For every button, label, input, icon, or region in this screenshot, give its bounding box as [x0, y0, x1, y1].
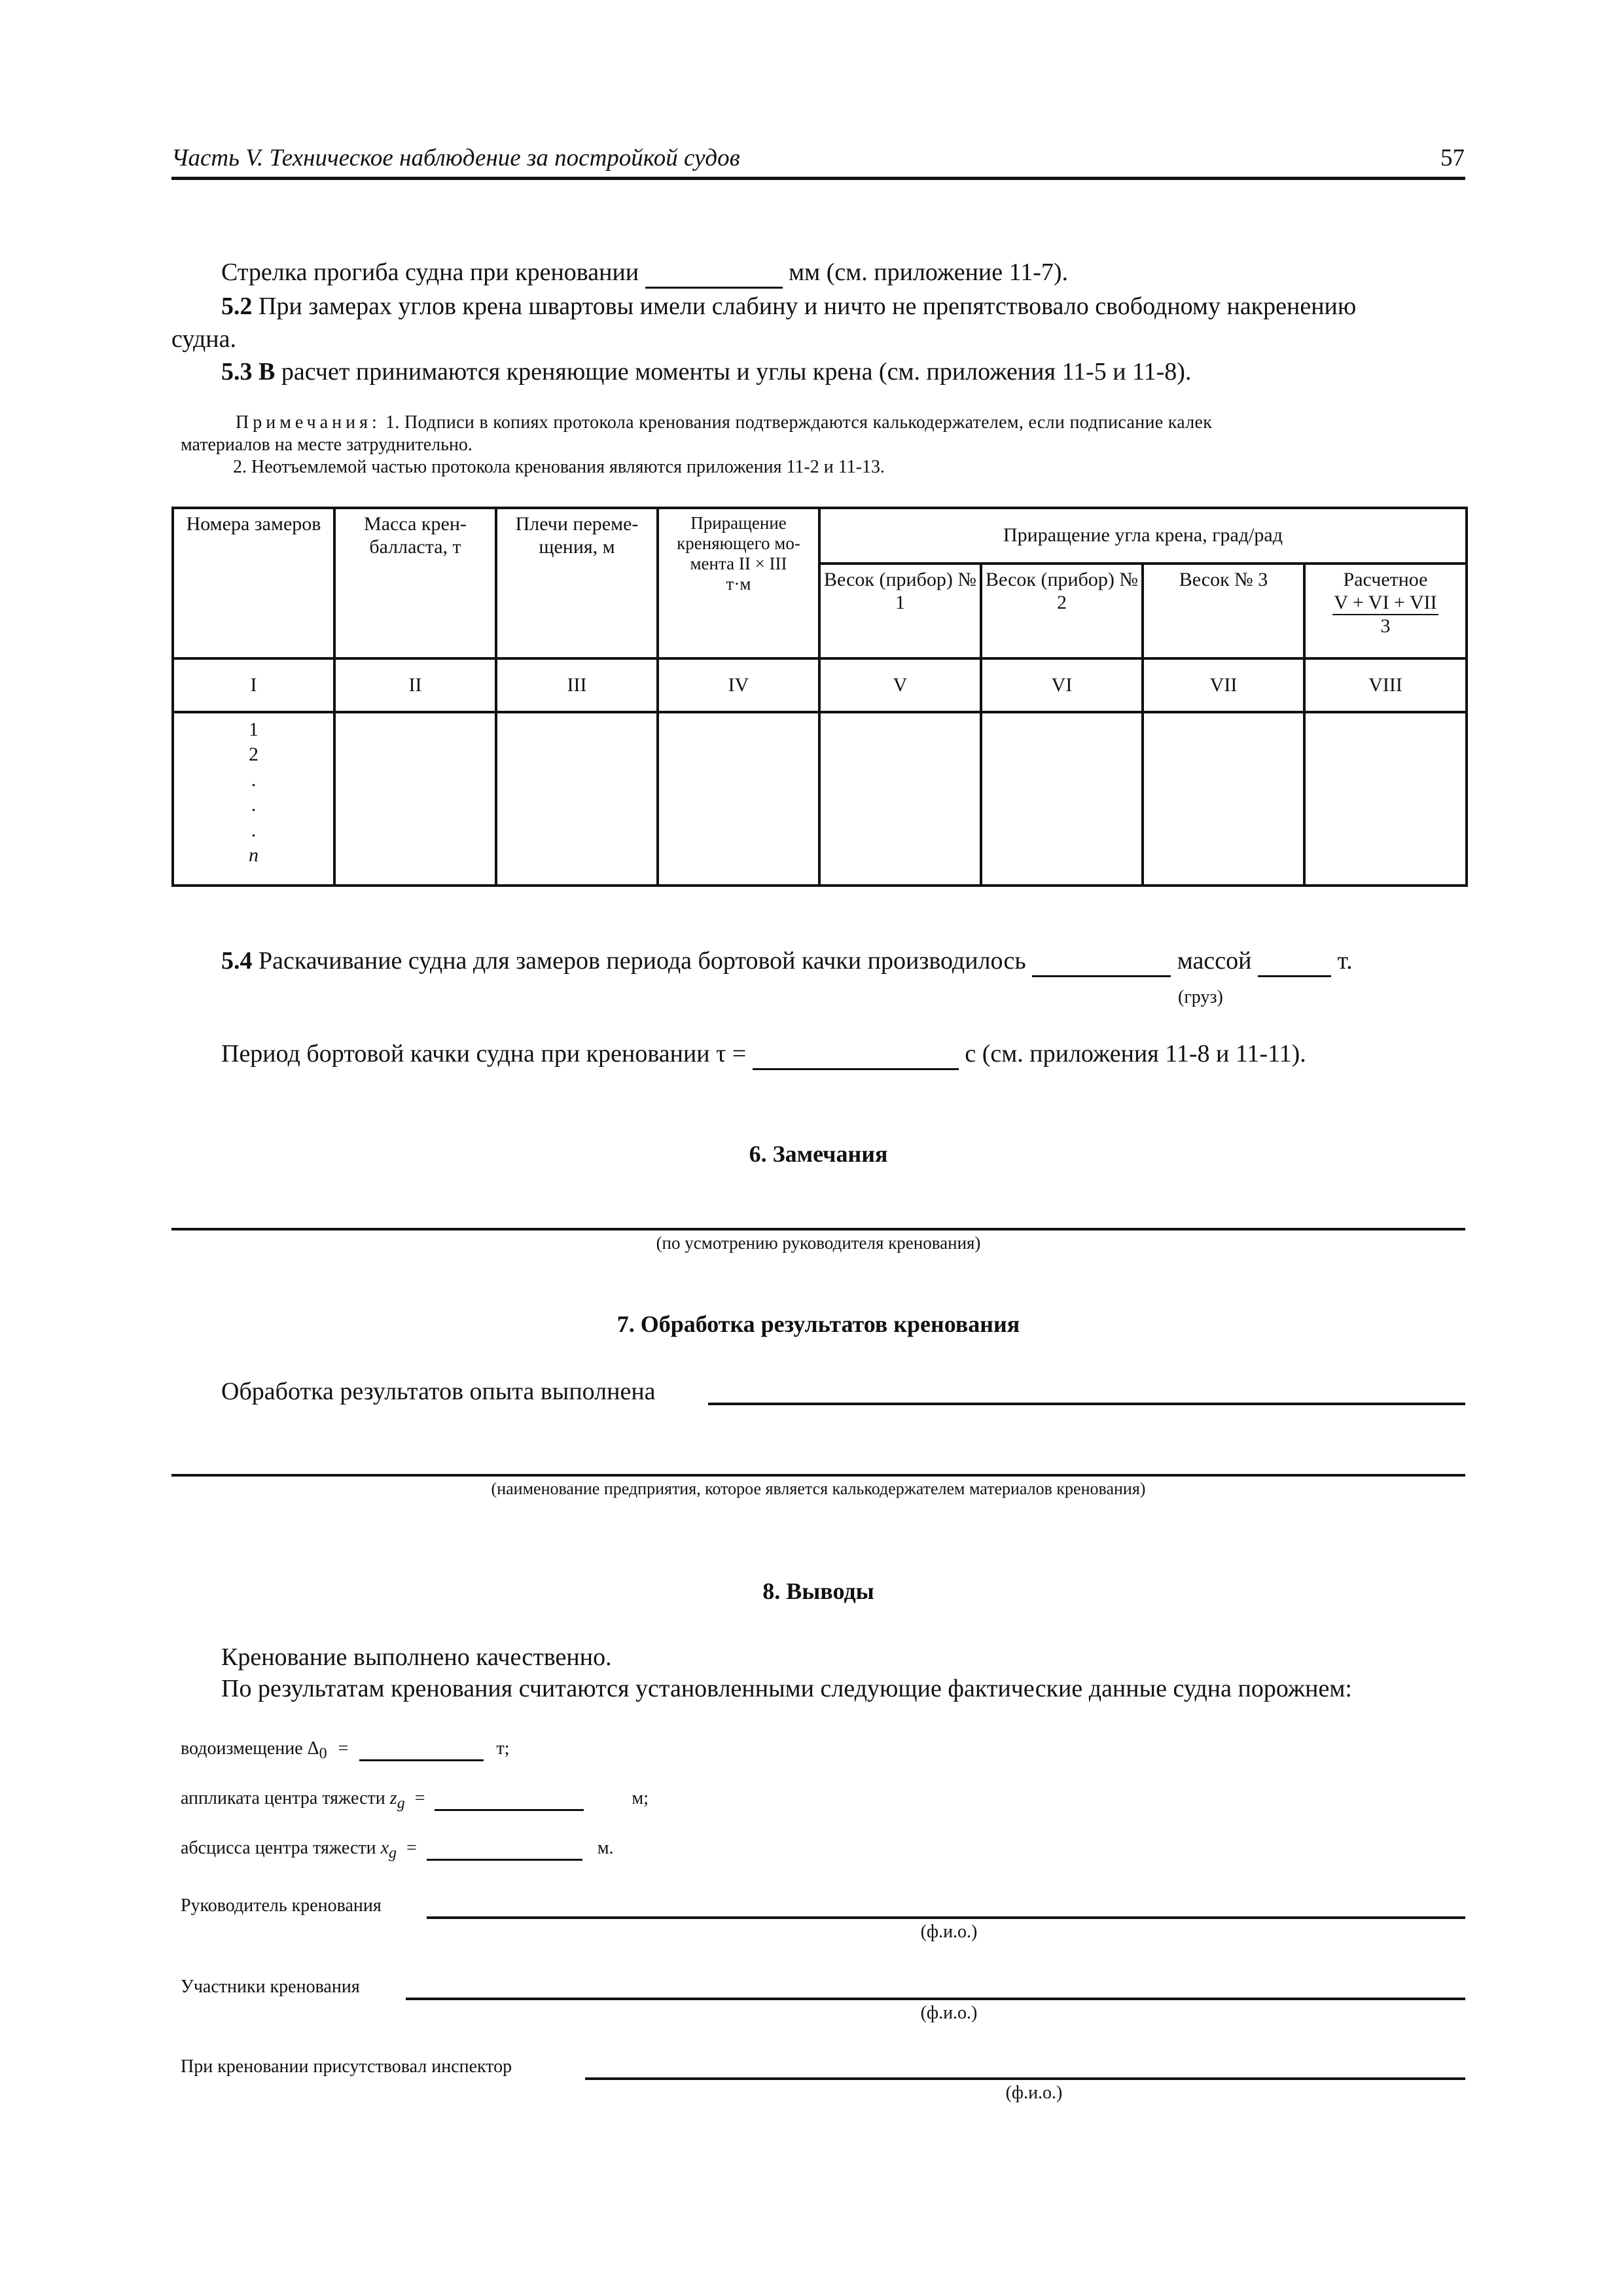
xg-blank[interactable]	[427, 1838, 582, 1861]
note-1-continuation: материалов на месте затруднительно.	[181, 435, 473, 455]
period-unit: с (см. приложения 11-8 и 11-11).	[965, 1040, 1306, 1067]
processing-blank[interactable]	[708, 1403, 1465, 1405]
displacement-blank[interactable]	[359, 1738, 484, 1761]
head-fio: (ф.и.о.)	[920, 1922, 978, 1942]
company-hint: (наименование предприятия, которое является калькодержателем материалов кренования)	[491, 1479, 1146, 1498]
header-weight-2: Весок (прибор) № 2	[981, 564, 1143, 658]
measurements-table	[171, 507, 1468, 887]
xg-row: абсцисса центра тяжести xg = м.	[181, 1838, 614, 1862]
p54-number: 5.4	[221, 947, 253, 975]
roman-cell: I	[173, 658, 334, 712]
p53-number: 5.3	[221, 358, 253, 386]
deflection-unit: мм (см. приложение 11-7).	[789, 259, 1069, 286]
header-arm: Плечи переме-щения, м	[496, 508, 658, 658]
section-7-title: 7. Обработка результатов кренования	[616, 1311, 1020, 1337]
header-weight-1: Весок (прибор) № 1	[819, 564, 981, 658]
displacement-row: водоизмещение Δ0 = т;	[181, 1738, 510, 1763]
deflection-text: Стрелка прогиба судна при креновании	[221, 259, 639, 286]
period-line	[221, 1039, 1306, 1070]
p52-text: При замерах углов крена швартовы имели слабину и ничто не препятствовало свободному накренению	[259, 293, 1357, 320]
participants-label: Участники кренования	[181, 1977, 360, 1997]
p53-bold-word: В	[259, 358, 276, 386]
inspector-signature-line[interactable]	[585, 2077, 1465, 2080]
p54-mass-text: массой	[1177, 947, 1252, 975]
inspector-fio: (ф.и.о.)	[1005, 2083, 1063, 2103]
cargo-hint: (груз)	[1178, 987, 1223, 1007]
p52-number: 5.2	[221, 293, 253, 320]
paragraph-5-2	[221, 292, 1356, 321]
participants-signature-line[interactable]	[406, 1998, 1465, 2000]
running-header-title: Часть V. Техническое наблюдение за постройкой судов	[171, 145, 740, 171]
page-number: 57	[1440, 145, 1465, 171]
p54-unit: т.	[1337, 947, 1353, 975]
remarks-hint: (по усмотрению руководителя кренования)	[656, 1233, 981, 1253]
paragraph-5-3	[221, 357, 1191, 386]
roman-cell: II	[334, 658, 496, 712]
roman-cell: VII	[1143, 658, 1304, 712]
conclusion-line-1: Кренование выполнено качественно.	[221, 1643, 612, 1671]
note-1	[236, 412, 1212, 433]
participants-fio: (ф.и.о.)	[920, 2003, 978, 2023]
note-label: Примечания:	[236, 412, 381, 433]
header-ballast-mass: Масса крен-балласта, т	[334, 508, 496, 658]
deflection-blank[interactable]	[645, 258, 783, 289]
row-numbers-cell: 1 2 . . . n	[173, 712, 334, 886]
header-measurement-number: Номера замеров	[173, 508, 334, 658]
paragraph-5-4	[221, 946, 1353, 977]
zg-blank[interactable]	[435, 1788, 584, 1811]
zg-row: аппликата центра тяжести zg = м;	[181, 1788, 649, 1812]
header-weight-3: Весок № 3	[1143, 564, 1304, 658]
data-cell[interactable]	[819, 712, 981, 886]
processing-label: Обработка результатов опыта выполнена	[221, 1378, 656, 1405]
data-cell[interactable]	[496, 712, 658, 886]
data-cell[interactable]	[1143, 712, 1304, 886]
header-rule	[171, 177, 1465, 180]
roman-cell: III	[496, 658, 658, 712]
data-cell[interactable]	[658, 712, 819, 886]
p54-text: Раскачивание судна для замеров периода бортовой качки производилось	[259, 947, 1026, 975]
header-heel-angle-group: Приращение угла крена, град/рад	[819, 508, 1467, 564]
header-moment-increment: Приращение креняющего мо-мента II × III т·м	[658, 508, 819, 658]
period-blank[interactable]	[753, 1039, 959, 1070]
cargo-blank[interactable]	[1032, 946, 1171, 977]
head-signature-line[interactable]	[427, 1916, 1465, 1919]
company-line[interactable]	[171, 1474, 1465, 1477]
data-cell[interactable]	[1304, 712, 1467, 886]
remarks-line[interactable]	[171, 1228, 1465, 1230]
note-1-text: 1. Подписи в копиях протокола кренования подтверждаются калькодержателем, если подписание калек	[385, 412, 1213, 433]
data-cell[interactable]	[334, 712, 496, 886]
roman-cell: VIII	[1304, 658, 1467, 712]
data-cell[interactable]	[981, 712, 1143, 886]
deflection-line	[221, 258, 1068, 289]
roman-cell: VI	[981, 658, 1143, 712]
roman-cell: V	[819, 658, 981, 712]
inspector-label: При креновании присутствовал инспектор	[181, 2056, 512, 2077]
p52-continuation: судна.	[171, 325, 237, 353]
p53-text: расчет принимаются креняющие моменты и углы крена (см. приложения 11-5 и 11-8).	[281, 358, 1192, 386]
header-calculated: Расчетное $\frac{\text{V + VI + VII}}{3}$	[1304, 564, 1467, 658]
calculated-fraction: $\frac{\text{V + VI + VII}}{3}$	[1334, 591, 1437, 637]
mass-blank[interactable]	[1258, 946, 1331, 977]
section-8-title: 8. Выводы	[762, 1578, 874, 1604]
head-label: Руководитель кренования	[181, 1895, 382, 1916]
roman-cell: IV	[658, 658, 819, 712]
note-2: 2. Неотъемлемой частью протокола кренования являются приложения 11-2 и 11-13.	[233, 457, 885, 477]
period-text: Период бортовой качки судна при креновании τ =	[221, 1040, 747, 1067]
conclusion-line-2: По результатам кренования считаются установленными следующие фактические данные судна порожнем:	[221, 1675, 1352, 1702]
section-6-title: 6. Замечания	[749, 1141, 888, 1167]
